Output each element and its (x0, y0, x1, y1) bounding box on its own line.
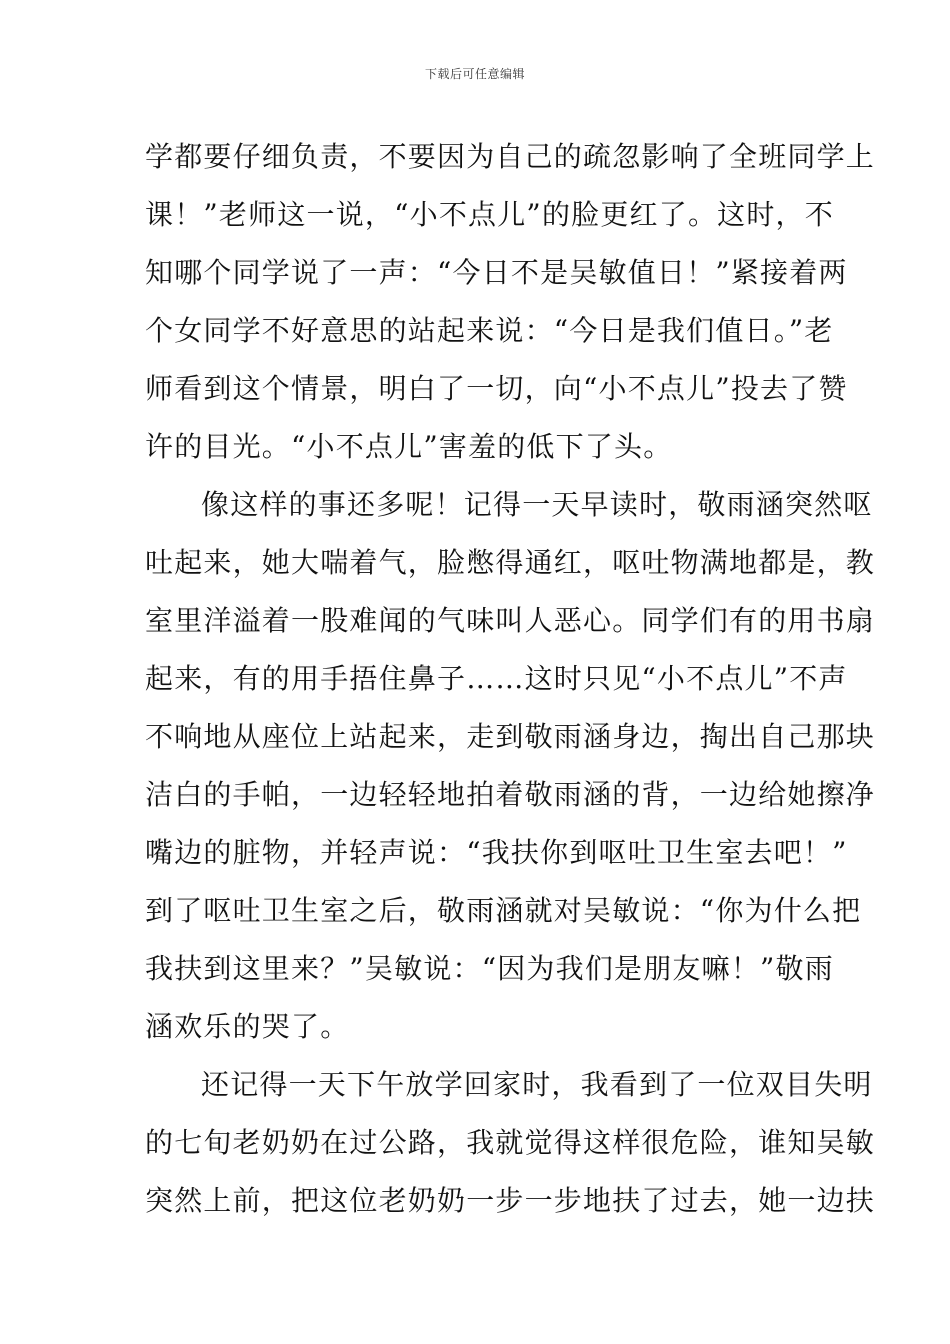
text-line: 的七旬老奶奶在过公路，我就觉得这样很危险，谁知吴敏 (145, 1126, 876, 1159)
text-line: 课！”老师这一说，“小不点儿”的脸更红了。这时，不 (145, 198, 834, 231)
text-line-indented: 像这样的事还多呢！记得一天早读时，敬雨涵突然呕 (201, 488, 873, 521)
paragraph-1 (145, 128, 876, 476)
text-line: 我扶到这里来？”吴敏说：“因为我们是朋友嘛！”敬雨 (145, 952, 834, 985)
text-line: 师看到这个情景，明白了一切，向“小不点儿”投去了赞 (145, 372, 848, 405)
text-line: 室里洋溢着一股难闻的气味叫人恶心。同学们有的用书扇 (145, 604, 876, 637)
text-line: 到了呕吐卫生室之后，敬雨涵就对吴敏说：“你为什么把 (145, 894, 862, 927)
text-line-indented: 还记得一天下午放学回家时，我看到了一位双目失明 (201, 1068, 873, 1101)
paragraph-3 (145, 1056, 876, 1230)
paragraph-2 (145, 476, 876, 1056)
page-header: 下载后可任意编辑 (424, 67, 525, 81)
text-line: 突然上前，把这位老奶奶一步一步地扶了过去，她一边扶 (145, 1184, 876, 1217)
text-line: 嘴边的脏物，并轻声说：“我扶你到呕吐卫生室去吧！” (145, 836, 848, 869)
text-line: 洁白的手帕，一边轻轻地拍着敬雨涵的背，一边给她擦净 (145, 778, 876, 811)
document-body (145, 128, 876, 1230)
text-line: 不响地从座位上站起来，走到敬雨涵身边，掏出自己那块 (145, 720, 876, 753)
text-line: 许的目光。“小不点儿”害羞的低下了头。 (145, 430, 673, 463)
text-line: 知哪个同学说了一声：“今日不是吴敏值日！”紧接着两 (145, 256, 848, 289)
text-line: 涵欢乐的哭了。 (145, 1010, 350, 1043)
text-line: 吐起来，她大喘着气，脸憋得通红，呕吐物满地都是，教 (145, 546, 876, 579)
text-line: 起来，有的用手捂住鼻子……这时只见“小不点儿”不声 (145, 662, 848, 695)
text-line: 学都要仔细负责，不要因为自己的疏忽影响了全班同学上 (145, 140, 876, 173)
text-line: 个女同学不好意思的站起来说：“今日是我们值日。”老 (145, 314, 834, 347)
